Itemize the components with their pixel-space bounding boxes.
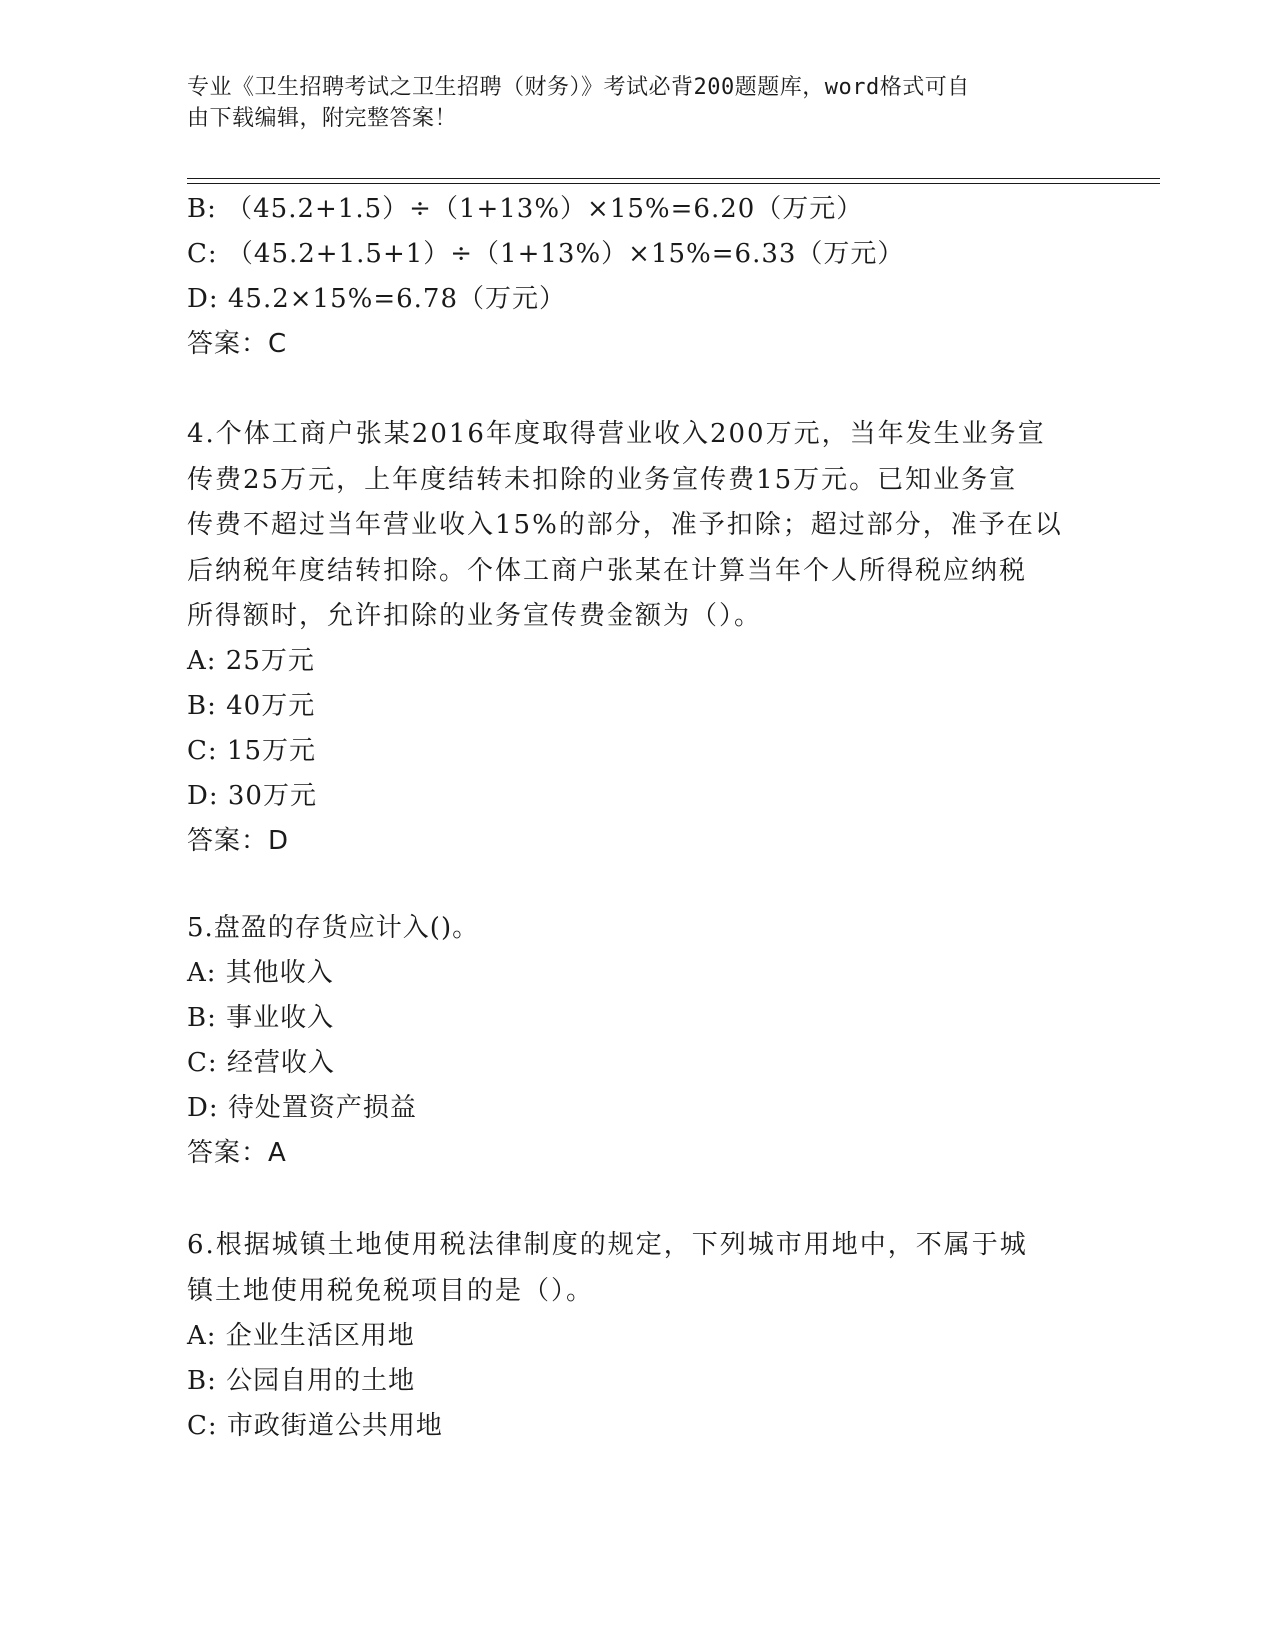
q3-answer: 答案：C xyxy=(187,329,288,359)
q5-option-a: A: 其他收入 xyxy=(187,958,334,988)
q6-question xyxy=(187,1223,1087,1314)
q5-option-b: B: 事业收入 xyxy=(187,1003,335,1033)
q4-option-c: C: 15万元 xyxy=(187,736,317,766)
q6-line-1: 6.根据城镇土地使用税法律制度的规定，下列城市用地中，不属于城 xyxy=(187,1230,1028,1260)
q6-line-2: 镇土地使用税免税项目的是（）。 xyxy=(187,1275,595,1306)
q4-line-2: 传费25万元，上年度结转未扣除的业务宣传费15万元。已知业务宣 xyxy=(187,464,1018,495)
header-line-2: 由下载编辑，附完整答案！ xyxy=(187,106,458,131)
header-line-1: 专业《卫生招聘考试之卫生招聘（财务）》考试必背200题题库，word格式可自 xyxy=(187,75,970,100)
q6-option-a: A: 企业生活区用地 xyxy=(187,1321,415,1351)
q3-option-d: D: 45.2×15%=6.78（万元） xyxy=(187,284,567,314)
q4-answer: 答案：D xyxy=(187,826,290,856)
q5-option-d: D: 待处置资产损益 xyxy=(187,1093,417,1123)
q5-option-c: C: 经营收入 xyxy=(187,1048,335,1078)
q4-question xyxy=(187,412,1087,640)
q4-option-b: B: 40万元 xyxy=(187,691,316,721)
q5-question: 5.盘盈的存货应计入()。 xyxy=(187,913,480,943)
q3-option-c: C: （45.2+1.5+1）÷（1+13%）×15%=6.33（万元） xyxy=(187,239,905,269)
q4-option-a: A: 25万元 xyxy=(187,646,315,676)
header-rule-top xyxy=(187,178,1160,179)
q4-line-1: 4.个体工商户张某2016年度取得营业收入200万元，当年发生业务宣 xyxy=(187,419,1046,449)
q4-line-4: 后纳税年度结转扣除。个体工商户张某在计算当年个人所得税应纳税 xyxy=(187,555,1028,586)
q6-option-b: B: 公园自用的土地 xyxy=(187,1366,416,1396)
q3-option-b: B: （45.2+1.5）÷（1+13%）×15%=6.20（万元） xyxy=(187,194,864,224)
q4-option-d: D: 30万元 xyxy=(187,781,317,811)
header-rule-bottom xyxy=(187,183,1160,184)
q6-option-c: C: 市政街道公共用地 xyxy=(187,1411,443,1441)
q5-answer: 答案：A xyxy=(187,1138,287,1168)
q4-line-3: 传费不超过当年营业收入15%的部分，准予扣除；超过部分，准予在以 xyxy=(187,510,1063,540)
document-header xyxy=(187,72,1067,134)
q4-line-5: 所得额时，允许扣除的业务宣传费金额为（）。 xyxy=(187,601,763,631)
